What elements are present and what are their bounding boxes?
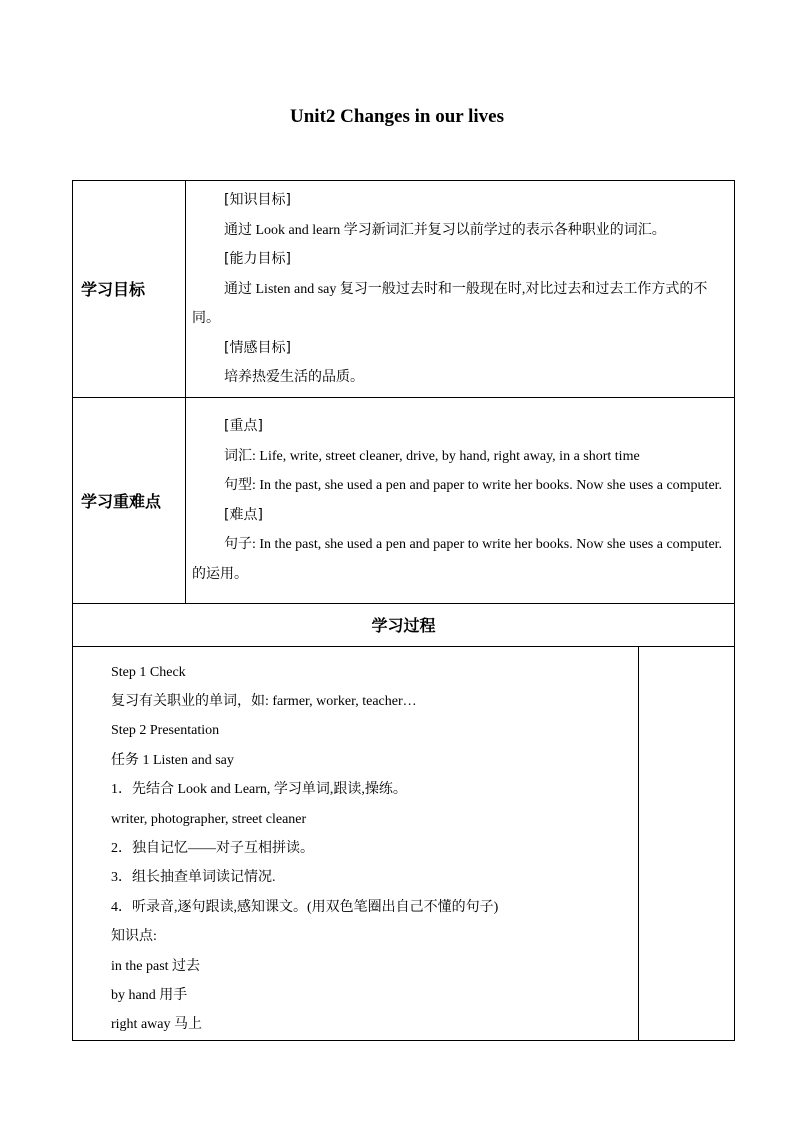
process-row (73, 646, 735, 1040)
document-title: Unit2 Changes in our lives (290, 106, 504, 127)
process-line: right away 马上 (111, 1017, 202, 1033)
process-line: 4．听录音,逐句跟读,感知课文。(用双色笔圈出自己不懂的句子) (111, 899, 499, 915)
emotion-heading: [情感目标] (224, 339, 291, 356)
process-line: 任务 1 Listen and say (111, 752, 234, 768)
process-line: Step 2 Presentation (111, 723, 220, 739)
process-line: by hand 用手 (111, 987, 188, 1003)
knowledge-text: 通过 Look and learn 学习新词汇并复习以前学过的表示各种职业的词汇。 (224, 222, 666, 238)
process-header: 学习过程 (73, 603, 735, 646)
lesson-plan-table (72, 180, 735, 1041)
vocab-text: 词汇: Life, write, street cleaner, drive, by hand, right away, in a short time (224, 448, 640, 464)
process-line: 3．组长抽查单词读记情况. (111, 870, 276, 886)
process-line: writer, photographer, street cleaner (111, 811, 307, 827)
process-steps (73, 647, 638, 1040)
process-line: 知识点: (111, 929, 157, 945)
key-points-row (73, 397, 735, 603)
key-points-label: 学习重难点 (73, 397, 186, 603)
objectives-row (73, 181, 735, 398)
difficulty-heading: [难点] (224, 506, 263, 523)
objectives-content (186, 181, 735, 398)
focus-heading: [重点] (224, 418, 263, 434)
ability-heading: [能力目标] (224, 251, 291, 267)
ability-text: 通过 Listen and say 复习一般过去时和一般现在时,对比过去和过去工作方式的不同。 (192, 281, 708, 326)
process-line: 2．独自记忆——对子互相拼读。 (111, 840, 314, 856)
process-notes-column (639, 646, 735, 1040)
process-line: 1．先结合 Look and Learn, 学习单词,跟读,操练。 (111, 782, 407, 798)
emotion-text: 培养热爱生活的品质。 (224, 369, 364, 385)
process-header-row (73, 603, 735, 646)
sentence-text: 句型: In the past, she used a pen and paper to write her books. Now she uses a computer. (224, 478, 723, 493)
process-line: in the past 过去 (111, 958, 201, 974)
process-line: Step 1 Check (111, 664, 186, 680)
objectives-label: 学习目标 (73, 181, 186, 398)
process-line: 复习有关职业的单词，如: farmer, worker, teacher… (111, 693, 417, 709)
difficulty-text: 句子: In the past, she used a pen and paper to write her books. Now she uses a computer. 的运用。 (192, 537, 723, 582)
key-points-content (186, 397, 735, 603)
knowledge-heading: [知识目标] (224, 192, 291, 208)
process-content (73, 646, 639, 1040)
